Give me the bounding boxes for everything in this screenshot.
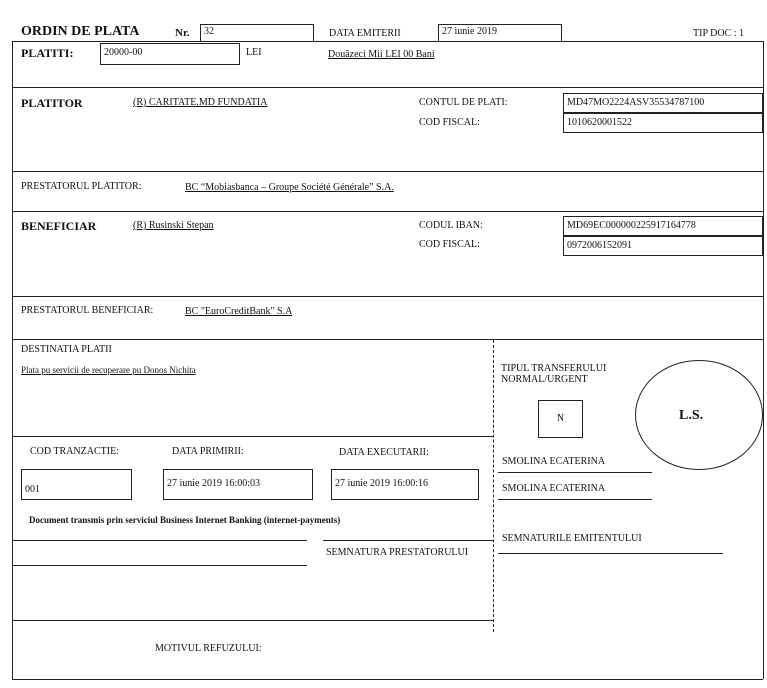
frame-right [763, 41, 764, 679]
signer-name-1: SMOLINA ECATERINA [502, 456, 606, 467]
beneficiar-fiscal-label: COD FISCAL: [419, 239, 480, 250]
divider [12, 171, 763, 172]
platitor-name: (R) CARITATE.MD FUNDATIA [133, 97, 268, 108]
beneficiar-fiscal-field: 0972006152091 [563, 236, 763, 256]
amount-in-words: Douăzeci Mii LEI 00 Bani [328, 49, 435, 60]
divider [12, 296, 763, 297]
frame-left [12, 41, 13, 679]
destinatia-value: Plata pu servicii de recuperare pu Donos Nichita [21, 365, 196, 375]
transfer-type-label [501, 363, 606, 385]
signature-line [498, 553, 723, 554]
date-label: DATA EMITERII [329, 28, 401, 39]
prestator-platitor-value: BC “Mobiasbanca – Groupe Société Générale” S.A. [185, 182, 394, 193]
signer-name-2: SMOLINA ECATERINA [502, 483, 606, 494]
transfer-type-line1: TIPUL TRANSFERULUI [501, 363, 607, 374]
divider [12, 620, 493, 621]
nr-label: Nr. [175, 27, 190, 39]
beneficiar-name: (R) Rusinski Stepan [133, 220, 214, 231]
divider [12, 436, 493, 437]
signer-line-2 [498, 499, 652, 500]
section-separator [493, 340, 494, 632]
data-primirii-label: DATA PRIMIRII: [172, 446, 244, 457]
iban-label: CODUL IBAN: [419, 220, 483, 231]
signature-line [12, 565, 307, 566]
semnaturile-emitentului: SEMNATURILE EMITENTULUI [502, 533, 642, 544]
divider [12, 211, 763, 212]
iban-field: MD69EC000000225917164778 [563, 216, 763, 236]
signer-line-1 [498, 472, 652, 473]
prestator-beneficiar-value: BC "EuroCreditBank" S.A [185, 306, 293, 317]
data-executarii-label: DATA EXECUTARII: [339, 447, 429, 458]
cod-tranzactie-field: 001 [21, 469, 132, 500]
account-label: CONTUL DE PLATI: [419, 97, 508, 108]
divider [12, 87, 763, 88]
destinatia-label: DESTINATIA PLATII [21, 344, 112, 355]
tip-doc: TIP DOC : 1 [693, 28, 745, 39]
divider [12, 339, 763, 340]
signature-line [323, 540, 493, 541]
data-executarii-field: 27 iunie 2019 16:00:16 [331, 469, 479, 500]
platitor-fiscal-field: 1010620001522 [563, 113, 763, 133]
beneficiar-label: BENEFICIAR [21, 219, 97, 233]
currency: LEI [246, 47, 262, 58]
prestator-beneficiar-label: PRESTATORUL BENEFICIAR: [21, 305, 154, 316]
prestator-platitor-label: PRESTATORUL PLATITOR: [21, 181, 142, 192]
stamp-label: L.S. [679, 408, 704, 423]
transfer-type-line2: NORMAL/URGENT [501, 374, 588, 385]
amount-field: 20000-00 [100, 43, 240, 65]
signature-line [12, 540, 307, 541]
transfer-type-field: N [538, 400, 583, 438]
platitor-label: PLATITOR [21, 96, 83, 110]
transmission-note: Document transmis prin serviciul Business Internet Banking (internet-payments) [29, 515, 341, 525]
account-field: MD47MO2224ASV35534787100 [563, 93, 763, 113]
motivul-refuzului: MOTIVUL REFUZULUI: [155, 643, 262, 654]
frame-bottom [12, 679, 763, 680]
frame-top [12, 41, 763, 42]
semnatura-prestatorului: SEMNATURA PRESTATORULUI [326, 547, 469, 558]
nr-field: 32 [200, 24, 314, 42]
cod-tranzactie-label: COD TRANZACTIE: [30, 446, 119, 457]
date-field: 27 iunie 2019 [438, 24, 562, 42]
platitor-fiscal-label: COD FISCAL: [419, 117, 480, 128]
data-primirii-field: 27 iunie 2019 16:00:03 [163, 469, 313, 500]
platiti-label: PLATITI: [21, 46, 74, 60]
document-title: ORDIN DE PLATA [21, 24, 140, 39]
